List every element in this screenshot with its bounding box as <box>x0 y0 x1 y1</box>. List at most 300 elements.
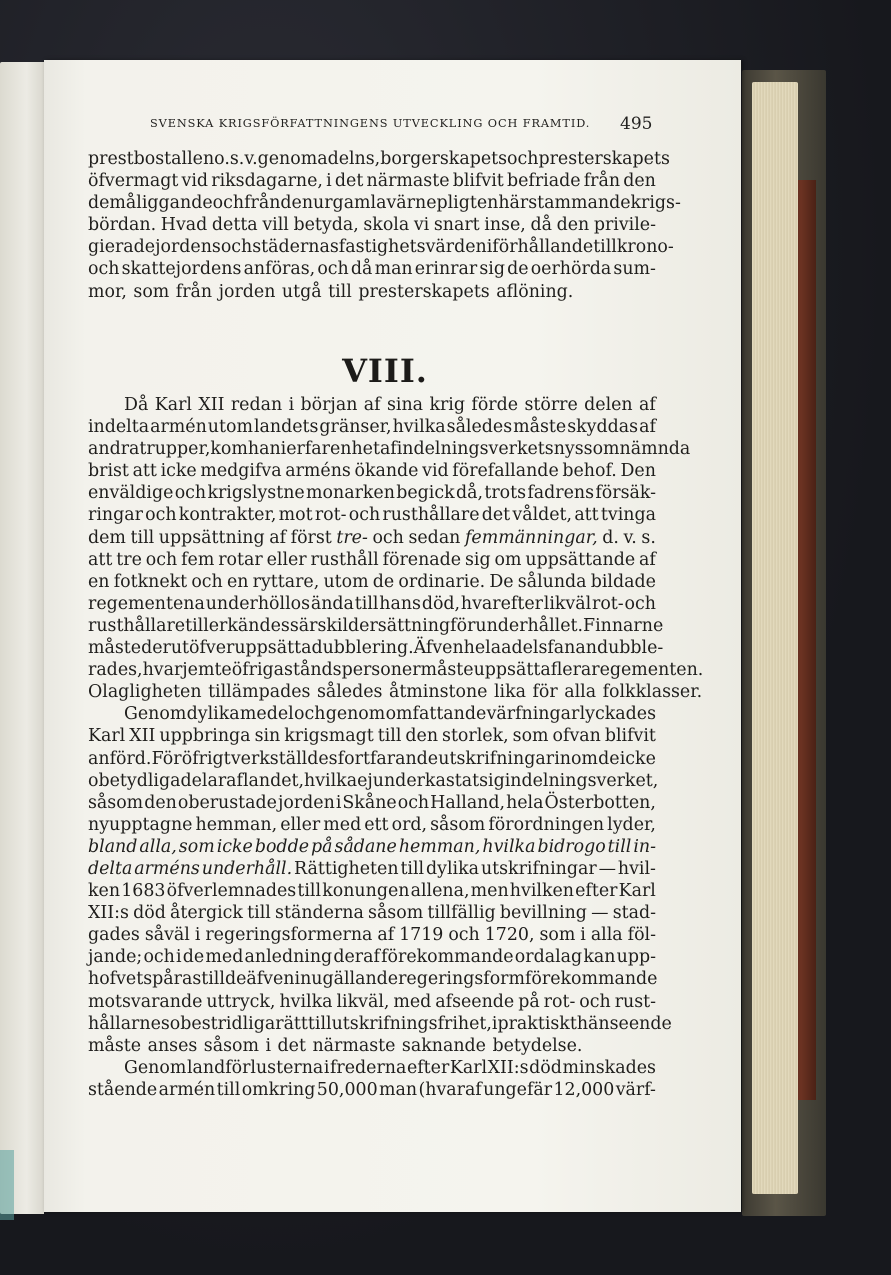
word: prestbostallen <box>88 149 215 169</box>
word: måste <box>88 1035 142 1056</box>
running-head: SVENSKA KRIGSFÖRFATTNINGENS UTVECKLING OCH FRAMTID. <box>150 117 591 130</box>
word: anförd. <box>88 748 152 769</box>
word: ända <box>310 593 354 614</box>
word: ordalag <box>514 947 583 968</box>
word: gränser, <box>319 417 392 438</box>
word: Olagligheten <box>88 682 202 703</box>
word: derutöfver <box>141 638 235 659</box>
word: blifvit <box>604 726 656 747</box>
word: oerhörda <box>530 259 612 280</box>
word: skyddas <box>567 417 639 438</box>
text-line <box>88 460 656 482</box>
word: kan <box>583 947 616 968</box>
word: och <box>145 549 178 570</box>
word: behof. <box>562 461 617 482</box>
word: hvilka <box>279 991 333 1012</box>
word: större <box>524 395 578 415</box>
word: som <box>539 925 576 946</box>
word: från <box>244 193 281 214</box>
text-line <box>88 748 656 770</box>
word: hvarefter <box>460 593 543 614</box>
word: ungefär <box>483 1079 553 1100</box>
word: uppsätta <box>234 638 312 659</box>
word: ringar <box>88 505 143 526</box>
text-block-top <box>88 148 681 303</box>
word: att <box>574 505 599 526</box>
word: föl- <box>627 925 656 946</box>
word: in- <box>633 836 656 857</box>
text-line <box>88 770 659 792</box>
word: rades, <box>88 660 143 681</box>
word: vid <box>422 461 449 482</box>
word: tillerkändes <box>185 615 290 636</box>
word: sig <box>479 259 505 280</box>
word: i <box>323 1057 330 1078</box>
word: hvil- <box>617 858 656 879</box>
word: uppsätta <box>473 660 551 681</box>
word: erinrar <box>414 259 478 280</box>
text-line <box>88 703 656 725</box>
word: 1683 <box>121 881 166 902</box>
word: särskild <box>289 615 360 636</box>
text-line <box>88 571 656 593</box>
word: flera <box>550 660 592 681</box>
word: i <box>288 395 295 415</box>
text-line <box>88 148 670 170</box>
word: rot- <box>314 505 347 526</box>
word: såsom <box>203 1035 259 1056</box>
word: krigsmagt <box>284 726 374 747</box>
word: regementen. <box>591 660 704 681</box>
word: genom <box>325 704 386 725</box>
word: genom <box>257 149 318 169</box>
word: 1719 <box>399 925 444 946</box>
word: Karl <box>88 726 126 747</box>
word: borgerskapets <box>380 149 508 169</box>
word: och <box>448 925 480 946</box>
word: till <box>216 1079 241 1100</box>
word: man <box>379 1079 418 1100</box>
word: regementena <box>88 593 205 614</box>
word: Karl <box>154 395 192 415</box>
word: saknande <box>401 1035 486 1056</box>
word: krigslystne <box>207 483 305 504</box>
word: gällande <box>322 969 399 990</box>
word: det <box>277 1035 306 1056</box>
word: att <box>132 461 157 482</box>
word: den <box>144 792 177 813</box>
word: bidrogo <box>537 836 606 857</box>
word: hänseende <box>576 1013 672 1034</box>
word: de <box>224 969 247 990</box>
word: dubblering. <box>311 638 414 659</box>
word: (hvaraf <box>418 1079 482 1100</box>
word: alla <box>564 682 597 703</box>
text-line <box>88 880 656 902</box>
word: tillfällig <box>427 903 496 924</box>
word: vid <box>181 171 209 192</box>
word: lyder, <box>607 814 656 835</box>
word: inom <box>554 748 598 769</box>
word: XII:s <box>88 903 129 924</box>
facing-page-edge <box>0 62 44 1214</box>
word: sin <box>254 726 281 747</box>
word: andra <box>88 439 140 460</box>
word: delar <box>180 770 227 791</box>
word: skattejordens <box>121 259 242 280</box>
word: i <box>491 1013 498 1034</box>
word: anföras, <box>243 259 316 280</box>
word: rusthållare <box>88 615 186 636</box>
word: som <box>512 726 549 747</box>
word: hela <box>506 792 544 813</box>
word: mot <box>278 505 313 526</box>
word: medel <box>239 704 294 725</box>
word: konungen <box>322 881 410 902</box>
word: i <box>176 947 182 968</box>
word: i <box>294 969 301 990</box>
word: till <box>201 969 225 990</box>
word: det <box>334 171 364 192</box>
word: af <box>379 439 397 460</box>
text-line <box>88 593 656 615</box>
text-line <box>88 170 656 192</box>
word: förordningen <box>488 814 605 835</box>
word: hvilka <box>482 836 536 857</box>
text-line <box>88 792 656 814</box>
word: s. <box>641 527 656 548</box>
word: mor, <box>88 281 127 302</box>
word: först <box>290 527 332 548</box>
word: armén <box>158 1079 216 1100</box>
word: åtminstone <box>388 682 488 703</box>
word: en <box>88 571 110 592</box>
text-line <box>88 968 656 990</box>
word: förefallande <box>452 461 559 482</box>
word: hemman, <box>398 836 481 857</box>
word: — <box>598 858 616 879</box>
word: till <box>130 527 155 548</box>
text-line <box>88 504 656 526</box>
word: och <box>145 505 177 526</box>
word: sig <box>479 770 505 791</box>
word: tvinga <box>600 505 656 526</box>
word: anledning <box>244 947 333 968</box>
word: utgå <box>281 281 322 302</box>
word: motsvarande <box>88 991 203 1012</box>
word: och <box>372 527 404 548</box>
word: adelns, <box>317 149 381 169</box>
word: ett <box>364 814 389 835</box>
word: hvilken <box>509 881 574 902</box>
word: måste <box>420 660 474 681</box>
word: i <box>280 439 287 460</box>
text-line <box>88 549 656 571</box>
word: af <box>269 527 287 548</box>
text-line <box>88 1079 656 1101</box>
word: privile- <box>593 215 656 236</box>
word: rot- <box>543 991 576 1012</box>
word: med <box>205 947 244 968</box>
word: de <box>507 259 529 280</box>
word: krigs- <box>630 193 681 214</box>
word: delen <box>584 395 633 415</box>
word: och <box>143 947 175 968</box>
word: Finnarne <box>583 615 664 636</box>
word: och <box>220 237 253 258</box>
word: på <box>311 836 333 857</box>
word: obestridliga <box>169 1013 276 1034</box>
word: nyupptagne <box>88 814 193 835</box>
word: fem <box>181 549 215 570</box>
word: med <box>323 814 362 835</box>
word: den <box>280 193 314 214</box>
word: regeringsform <box>398 969 525 990</box>
word: Karl <box>618 881 656 902</box>
word: och <box>88 259 120 280</box>
word: på <box>518 991 540 1012</box>
facing-page-tint <box>0 1150 14 1220</box>
word: värfningar <box>486 704 580 725</box>
word: regeringsformerna <box>205 925 373 946</box>
word: de <box>182 947 205 968</box>
text-line <box>88 836 656 858</box>
word: om <box>494 549 522 570</box>
word: början <box>300 395 358 415</box>
word: fadrens <box>527 483 595 504</box>
word: eller <box>266 549 307 570</box>
word: förhållande <box>492 237 594 258</box>
text-line <box>88 394 656 416</box>
word: uttryck, <box>206 991 276 1012</box>
word: hvilka <box>304 770 358 791</box>
word: 12,000 <box>553 1079 615 1100</box>
word: omkring <box>241 1079 316 1100</box>
word: bland <box>88 836 138 857</box>
word: våldet, <box>512 505 573 526</box>
word: trots <box>484 483 527 504</box>
word: riksdagarne, <box>211 171 323 192</box>
word: deraf <box>333 947 380 968</box>
text-line <box>88 258 656 280</box>
word: det <box>481 505 511 526</box>
word: XII <box>198 395 225 415</box>
word: afseende <box>435 991 515 1012</box>
word: öfvermagt <box>88 171 179 192</box>
word: brist <box>88 461 129 482</box>
word: landförlusterna <box>186 1057 324 1078</box>
word: omfattande <box>385 704 487 725</box>
word: landet, <box>242 770 305 791</box>
word: snart <box>433 215 480 236</box>
text-line <box>88 214 656 236</box>
word: måste <box>513 417 567 438</box>
word: till <box>354 593 379 614</box>
word: tillämpades <box>208 682 311 703</box>
word: till <box>297 881 322 902</box>
word: vi <box>413 215 430 236</box>
text-line <box>88 659 704 681</box>
word: som <box>178 836 215 857</box>
word: inse, <box>484 215 526 236</box>
word: förekommande <box>524 969 658 990</box>
word: aflöning. <box>496 281 574 302</box>
text-line <box>88 192 681 214</box>
word: de <box>598 748 620 769</box>
word: med <box>393 991 432 1012</box>
word: minskades <box>562 1057 656 1078</box>
word: begick <box>396 483 455 504</box>
text-line <box>88 814 656 836</box>
word: den <box>556 215 590 236</box>
word: och <box>507 149 539 169</box>
word: och <box>579 991 611 1012</box>
word: då, <box>455 483 484 504</box>
word: som <box>133 281 170 302</box>
text-line <box>88 858 656 880</box>
word: arméns <box>134 858 200 879</box>
word: ryttare, <box>252 571 320 592</box>
word: Den <box>620 461 656 482</box>
word: efter <box>575 881 618 902</box>
word: — <box>591 903 609 924</box>
word: den <box>623 171 656 192</box>
word: storlek, <box>442 726 509 747</box>
word: kom <box>210 439 248 460</box>
word: Rättigheten <box>294 858 399 879</box>
word: bildade <box>590 571 656 592</box>
word: betydelse. <box>492 1035 583 1056</box>
word: förde <box>471 395 519 415</box>
section-heading: VIII. <box>342 352 428 390</box>
word: befriade <box>506 171 581 192</box>
word: rusthållare <box>382 505 480 526</box>
word: adelsfanan <box>501 638 597 659</box>
word: s. <box>229 149 245 169</box>
word: dubble- <box>596 638 664 659</box>
text-line <box>88 924 656 946</box>
word: härstammande <box>498 193 631 214</box>
word: ord, <box>391 814 428 835</box>
word: utom <box>207 417 253 438</box>
word: utskrifningar <box>480 858 597 879</box>
word: af <box>363 395 381 415</box>
word: äfven <box>246 969 295 990</box>
word: och <box>317 259 349 280</box>
word: folkklasser. <box>602 682 703 703</box>
word: återgick <box>170 903 243 924</box>
word: hemman, <box>195 814 278 835</box>
word: af <box>226 770 243 791</box>
word: öfriga <box>231 660 285 681</box>
word: dylika <box>186 704 240 725</box>
word: till <box>307 1013 332 1034</box>
word: Äfven <box>413 638 464 659</box>
text-line <box>88 438 691 460</box>
word: således <box>446 417 513 438</box>
word: fortfarande <box>337 748 439 769</box>
word: att <box>88 549 113 570</box>
word: bodde <box>254 836 309 857</box>
word: detta <box>211 215 258 236</box>
word: Karl <box>449 1057 488 1078</box>
word: värnepligten <box>386 193 499 214</box>
text-line <box>88 946 656 968</box>
word: uppsättande <box>525 549 636 570</box>
word: delta <box>88 858 133 879</box>
word: alla, <box>139 836 177 857</box>
word: tre- <box>336 527 368 548</box>
word: till <box>247 903 271 924</box>
word: lika <box>493 682 526 703</box>
word: uppsättning <box>158 527 265 548</box>
word: upp- <box>616 947 656 968</box>
word: o. <box>214 149 230 169</box>
word: fastighetsvärden <box>338 237 487 258</box>
word: icke <box>160 461 197 482</box>
text-line <box>88 991 656 1013</box>
word: 1720, <box>484 925 535 946</box>
word: jordens <box>155 237 221 258</box>
word: då <box>350 259 373 280</box>
word: sina <box>387 395 424 415</box>
word: i <box>335 792 342 813</box>
word: obetydliga <box>88 770 181 791</box>
word: jorden <box>277 792 335 813</box>
word: förekommande <box>381 947 514 968</box>
word: femmänningar, <box>464 527 598 548</box>
word: För <box>151 748 182 769</box>
word: till <box>607 836 632 857</box>
word: hela <box>463 638 502 659</box>
word: skola <box>363 215 410 236</box>
text-line <box>88 416 656 438</box>
text-line <box>88 615 664 637</box>
page-number: 495 <box>620 114 653 134</box>
word: rusthåll <box>310 549 379 570</box>
word: underkastat <box>372 770 480 791</box>
word: och <box>191 571 223 592</box>
word: redan <box>230 395 283 415</box>
word: Österbotten, <box>544 792 656 813</box>
word: monarken <box>306 483 395 504</box>
word: i <box>580 925 586 946</box>
word: frederna <box>330 1057 407 1078</box>
word: jande; <box>88 947 143 968</box>
text-line <box>88 1013 672 1035</box>
word: således <box>316 682 383 703</box>
word: stående <box>88 1079 158 1100</box>
word: hvilka <box>392 417 446 438</box>
word: bevillning <box>499 903 587 924</box>
word: XII:s <box>487 1057 529 1078</box>
word: hans <box>379 593 421 614</box>
word: af <box>639 395 656 415</box>
word: sålunda <box>517 571 587 592</box>
word: nyssomnämnda <box>553 439 691 460</box>
text-line <box>88 1035 656 1057</box>
word: likväl, <box>336 991 390 1012</box>
word: till <box>328 281 352 302</box>
text-line <box>88 281 656 303</box>
word: rust- <box>614 991 656 1012</box>
word: och <box>174 483 207 504</box>
word: sådane <box>334 836 397 857</box>
word: och <box>212 193 245 214</box>
word: sum- <box>613 259 656 280</box>
word: d. <box>602 527 619 548</box>
word: men <box>470 881 509 902</box>
